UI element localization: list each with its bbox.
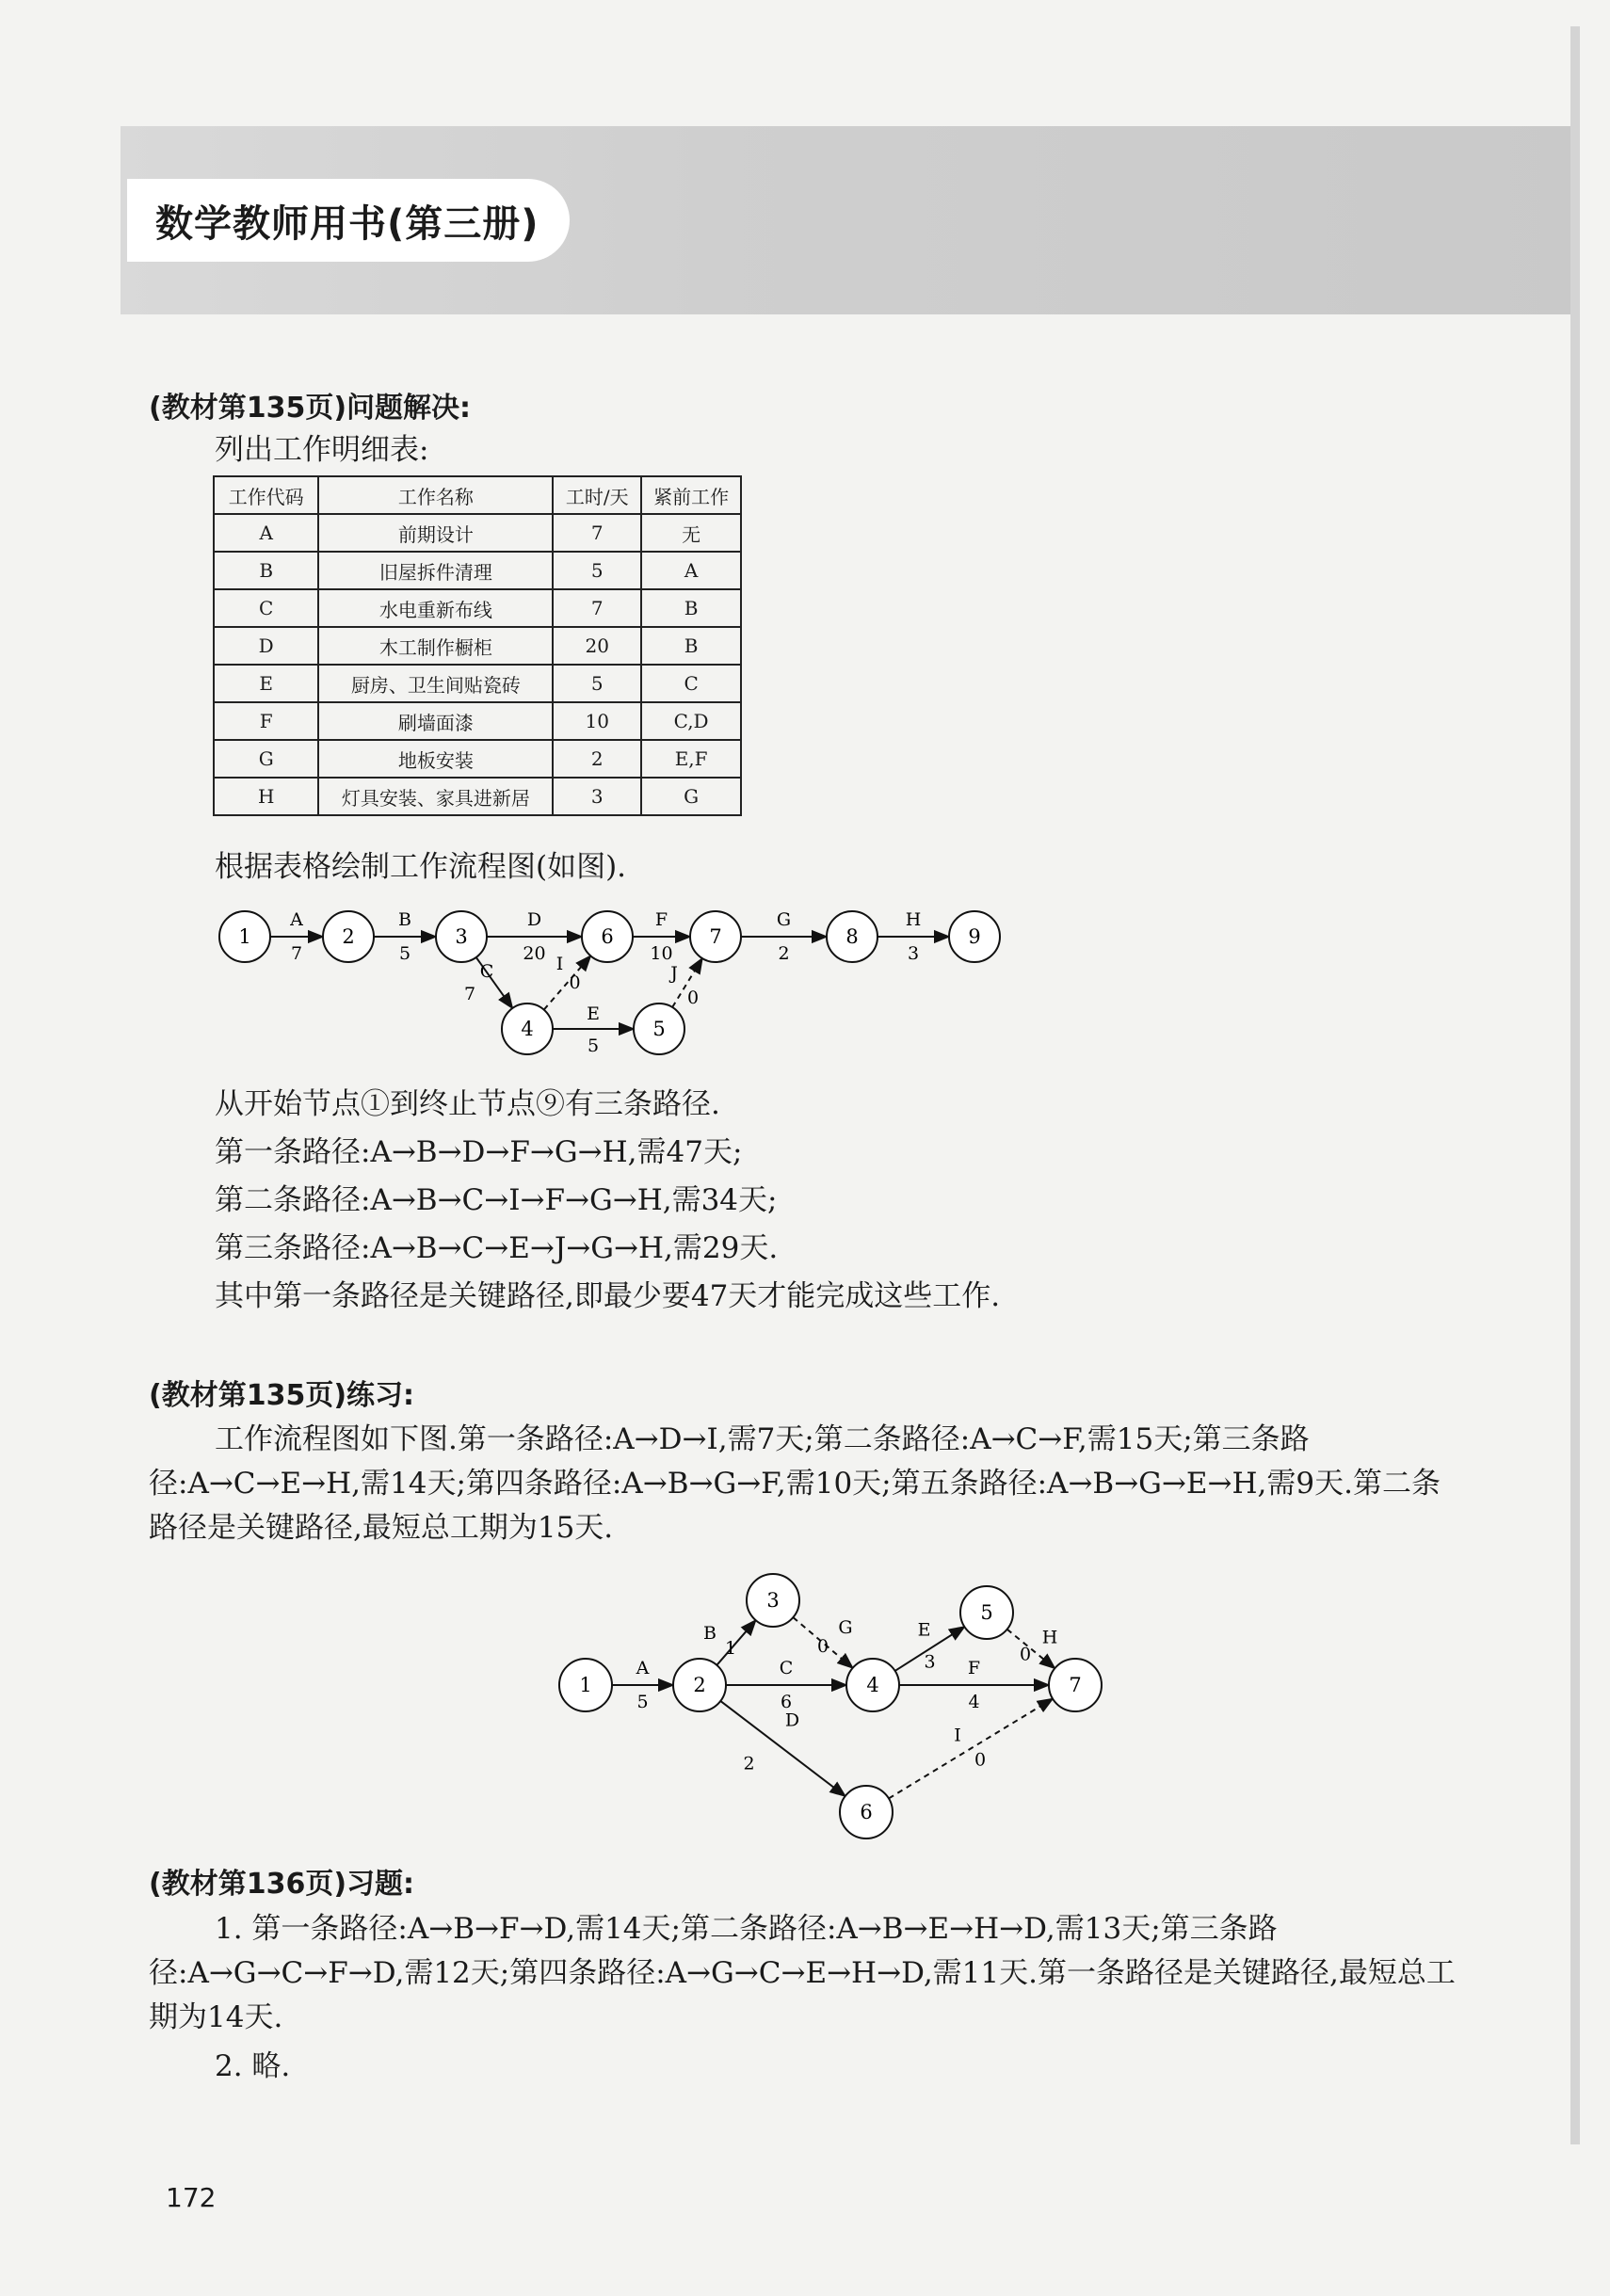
d1-node-label: 8 xyxy=(845,925,859,948)
d2-edge-label: A xyxy=(636,1658,650,1678)
workflow-diagram-1 xyxy=(188,890,1036,1078)
d2-edge-time: 0 xyxy=(974,1749,987,1771)
d2-edge-label: I xyxy=(954,1725,961,1746)
table-header-row xyxy=(214,476,741,514)
book-title: 数学教师用书(第三册) xyxy=(127,179,570,262)
table-cell: B xyxy=(641,627,741,665)
d1-edge-time: 3 xyxy=(907,943,920,964)
table-header: 紧前工作 xyxy=(641,476,741,514)
d1-edge-label: A xyxy=(290,909,303,930)
table-row xyxy=(214,514,741,552)
d2-edge-label: C xyxy=(779,1658,794,1678)
work-detail-table xyxy=(213,475,742,816)
table-cell: B xyxy=(641,589,741,627)
table-row xyxy=(214,665,741,702)
d1-edge-time: 7 xyxy=(463,984,476,1004)
d2-edge-label: F xyxy=(967,1658,981,1678)
table-cell: 5 xyxy=(553,552,641,589)
section2-heading: (教材第135页)练习: xyxy=(149,1379,415,1412)
d1-edge-label: G xyxy=(776,909,792,930)
table-cell: 5 xyxy=(553,665,641,702)
d2-edge-time: 5 xyxy=(636,1692,649,1712)
table-cell: D xyxy=(214,627,318,665)
d2-edge-time: 0 xyxy=(1019,1644,1032,1665)
d1-edge-label: F xyxy=(654,909,668,930)
d1-edge-time: 5 xyxy=(398,943,411,964)
d2-edge-label: G xyxy=(838,1617,853,1638)
table-header: 工时/天 xyxy=(553,476,641,514)
section2-paragraph: 工作流程图如下图.第一条路径:A→D→I,需7天;第二条路径:A→C→F,需15天;第三条路径:A→C→E→H,需14天;第四条路径:A→B→G→F,需10天;第五条路径:A→B→G→E→H,需9天.第二条路径是关键路径,最短总工期为15天. xyxy=(149,1422,1441,1545)
table-cell: B xyxy=(214,552,318,589)
d2-node-label: 6 xyxy=(860,1801,873,1823)
table-cell: 厨房、卫生间贴瓷砖 xyxy=(318,665,553,702)
d1-edge-label: H xyxy=(905,909,922,930)
table-row xyxy=(214,702,741,740)
table-row xyxy=(214,627,741,665)
d1-edge-label: D xyxy=(526,909,542,930)
diagram1-caption: 根据表格绘制工作流程图(如图). xyxy=(215,850,627,884)
table-cell: 10 xyxy=(553,702,641,740)
section1-line: 从开始节点①到终止节点⑨有三条路径. xyxy=(215,1087,720,1121)
section3-item2: 2. 略. xyxy=(215,2049,291,2083)
table-cell: 3 xyxy=(553,778,641,815)
d1-edge-label: C xyxy=(479,961,494,982)
d1-edge-time: 10 xyxy=(650,943,673,964)
d2-edge-time: 0 xyxy=(816,1636,829,1657)
d2-edge-time: 3 xyxy=(924,1651,936,1673)
d2-edge-label: E xyxy=(917,1619,931,1641)
section3-item1: 1. 第一条路径:A→B→F→D,需14天;第二条路径:A→B→E→H→D,需13天;第三条路径:A→G→C→F→D,需12天;第四条路径:A→G→C→E→H→D,需11天.第一条路径是关键路径,最短总工期为14天. xyxy=(149,1912,1456,2034)
section1-line: 其中第一条路径是关键路径,即最少要47天才能完成这些工作. xyxy=(215,1279,1001,1313)
table-cell: C,D xyxy=(641,702,741,740)
table-cell: 2 xyxy=(553,740,641,778)
d1-node-label: 7 xyxy=(709,925,722,948)
table-cell: 7 xyxy=(553,514,641,552)
table-cell: H xyxy=(214,778,318,815)
d1-edge-time: 20 xyxy=(523,943,546,964)
table-cell: 20 xyxy=(553,627,641,665)
d1-edge-time: 0 xyxy=(569,972,581,993)
d1-node-label: 3 xyxy=(455,925,468,948)
section3-heading: (教材第136页)习题: xyxy=(149,1868,415,1901)
table-row xyxy=(214,740,741,778)
table-cell: 7 xyxy=(553,589,641,627)
table-cell: A xyxy=(641,552,741,589)
table-cell: F xyxy=(214,702,318,740)
d2-node-label: 3 xyxy=(766,1589,780,1612)
page-edge xyxy=(1570,26,1580,2144)
table-cell: 木工制作橱柜 xyxy=(318,627,553,665)
section1-line: 第二条路径:A→B→C→I→F→G→H,需34天; xyxy=(215,1183,778,1217)
table-cell: E,F xyxy=(641,740,741,778)
table-cell: 旧屋拆件清理 xyxy=(318,552,553,589)
d2-edge-label: B xyxy=(703,1623,716,1644)
d1-edge-label: B xyxy=(398,909,411,930)
table-cell: 水电重新布线 xyxy=(318,589,553,627)
d2-edge-time: 1 xyxy=(724,1638,737,1659)
d1-edge-I xyxy=(544,955,591,1009)
section1-intro: 列出工作明细表: xyxy=(215,433,429,467)
page-number: 172 xyxy=(166,2182,217,2213)
d1-edge-time: 2 xyxy=(778,943,790,964)
d1-edge-time: 7 xyxy=(290,943,303,964)
table-row xyxy=(214,552,741,589)
table-cell: 灯具安装、家具进新居 xyxy=(318,778,553,815)
d2-edge-time: 4 xyxy=(968,1692,980,1712)
table-cell: 地板安装 xyxy=(318,740,553,778)
d1-node-label: 5 xyxy=(652,1018,666,1040)
d1-edge-label: E xyxy=(587,1003,600,1024)
d2-edge-time: 2 xyxy=(743,1753,755,1774)
d2-edge-I xyxy=(889,1699,1053,1799)
table-cell: G xyxy=(214,740,318,778)
table-cell: A xyxy=(214,514,318,552)
d2-edge-time: 6 xyxy=(780,1692,793,1712)
d1-edge-time: 0 xyxy=(686,987,700,1008)
table-cell: E xyxy=(214,665,318,702)
workflow-diagram-2 xyxy=(546,1572,1149,1845)
d1-node-label: 4 xyxy=(521,1018,534,1040)
table-header: 工作名称 xyxy=(318,476,553,514)
table-cell: C xyxy=(214,589,318,627)
d2-edge-label: H xyxy=(1041,1627,1058,1648)
table-header: 工作代码 xyxy=(214,476,318,514)
d1-edge-label: I xyxy=(555,954,564,974)
section1-line: 第三条路径:A→B→C→E→J→G→H,需29天. xyxy=(215,1231,779,1265)
d1-node-label: 6 xyxy=(601,925,614,948)
d1-node-label: 9 xyxy=(968,925,981,948)
section1-line: 第一条路径:A→B→D→F→G→H,需47天; xyxy=(215,1135,743,1169)
d2-node-label: 5 xyxy=(980,1601,993,1624)
table-cell: 刷墙面漆 xyxy=(318,702,553,740)
table-cell: 无 xyxy=(641,514,741,552)
table-cell: 前期设计 xyxy=(318,514,553,552)
section1-heading: (教材第135页)问题解决: xyxy=(149,392,472,425)
table-cell: C xyxy=(641,665,741,702)
d2-edge-label: D xyxy=(784,1710,800,1731)
d2-node-label: 2 xyxy=(693,1674,706,1696)
d2-node-label: 1 xyxy=(579,1674,592,1696)
d2-node-label: 7 xyxy=(1069,1674,1082,1696)
table-cell: G xyxy=(641,778,741,815)
d2-edge-D xyxy=(720,1701,845,1796)
table-row xyxy=(214,589,741,627)
d1-edge-time: 5 xyxy=(587,1036,600,1056)
d1-node-label: 1 xyxy=(238,925,251,948)
d1-edge-label: J xyxy=(670,963,678,984)
table-row xyxy=(214,778,741,815)
d2-node-label: 4 xyxy=(866,1674,879,1696)
d1-node-label: 2 xyxy=(342,925,355,948)
